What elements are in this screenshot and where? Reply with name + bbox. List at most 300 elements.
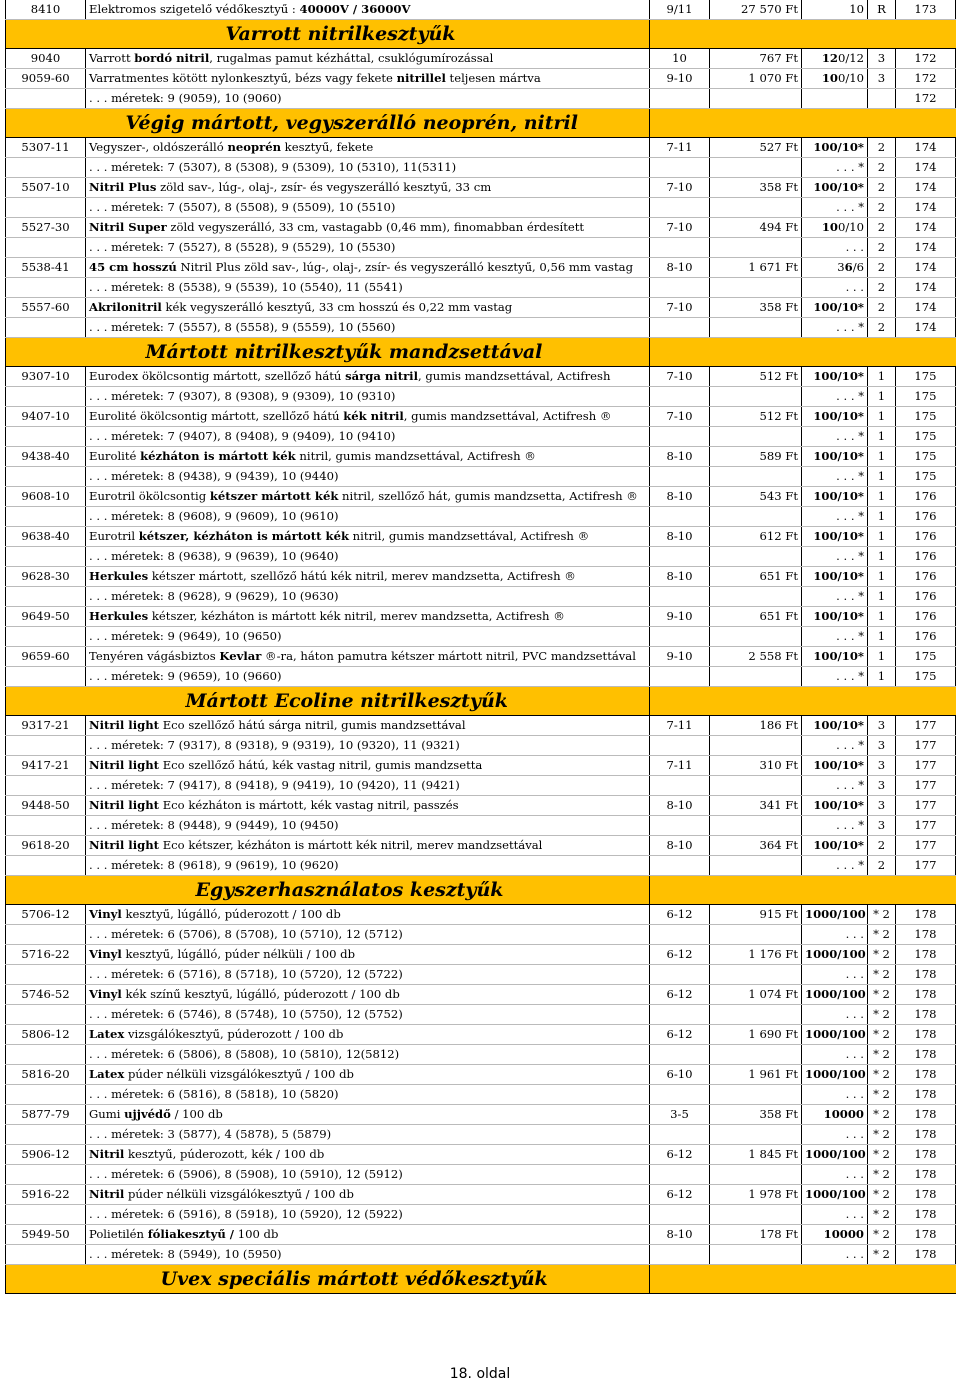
group-cell: * 2: [868, 1005, 896, 1025]
product-row: [6, 607, 956, 627]
group-cell: 1: [868, 667, 896, 687]
group-cell: 1: [868, 547, 896, 567]
price-cell: [710, 736, 802, 756]
size-range-cell: [650, 198, 710, 218]
description-cell: Elektromos szigetelő védőkesztyű : 40000V / 36000V: [86, 0, 650, 20]
item-code-cell: 5527-30: [6, 218, 86, 238]
section-title: Végig mártott, vegyszerálló neoprén, nitril: [86, 109, 650, 138]
product-row: [6, 905, 956, 925]
size-range-cell: 7-10: [650, 407, 710, 427]
size-range-cell: 7-10: [650, 298, 710, 318]
item-code-cell: 5706-12: [6, 905, 86, 925]
group-cell: 1: [868, 587, 896, 607]
size-range-cell: [650, 1045, 710, 1065]
pack-quantity-cell: . . . *: [802, 667, 868, 687]
sizes-row: [6, 965, 956, 985]
group-cell: 1: [868, 627, 896, 647]
sizes-row: [6, 1165, 956, 1185]
price-cell: [710, 318, 802, 338]
item-code-cell: [6, 1165, 86, 1185]
catalog-page-cell: 178: [896, 1025, 956, 1045]
sizes-row: [6, 238, 956, 258]
sizes-row: [6, 1045, 956, 1065]
description-cell: . . . méretek: 6 (5746), 8 (5748), 10 (5750), 12 (5752): [86, 1005, 650, 1025]
group-cell: * 2: [868, 1105, 896, 1125]
item-code-cell: 5806-12: [6, 1025, 86, 1045]
group-cell: 2: [868, 318, 896, 338]
pack-quantity-cell: 1000/100: [802, 945, 868, 965]
product-row: [6, 138, 956, 158]
pack-quantity-cell: . . . *: [802, 427, 868, 447]
size-range-cell: 8-10: [650, 567, 710, 587]
pack-quantity-cell: . . . *: [802, 736, 868, 756]
group-cell: 1: [868, 607, 896, 627]
price-cell: [710, 1205, 802, 1225]
price-cell: [710, 667, 802, 687]
pack-quantity-cell: . . .: [802, 1165, 868, 1185]
group-cell: * 2: [868, 1125, 896, 1145]
description-cell: . . . méretek: 7 (5307), 8 (5308), 9 (5309), 10 (5310), 11(5311): [86, 158, 650, 178]
description-cell: . . . méretek: 7 (5557), 8 (5558), 9 (5559), 10 (5560): [86, 318, 650, 338]
group-cell: 2: [868, 278, 896, 298]
group-cell: * 2: [868, 1025, 896, 1045]
pack-quantity-cell: . . . *: [802, 198, 868, 218]
size-range-cell: [650, 1005, 710, 1025]
price-cell: 767 Ft: [710, 49, 802, 69]
size-range-cell: [650, 278, 710, 298]
size-range-cell: 7-10: [650, 178, 710, 198]
pack-quantity-cell: . . . *: [802, 856, 868, 876]
sizes-row: [6, 547, 956, 567]
price-cell: 1 176 Ft: [710, 945, 802, 965]
item-code-cell: 9438-40: [6, 447, 86, 467]
pack-quantity-cell: 100/10*: [802, 407, 868, 427]
size-range-cell: [650, 427, 710, 447]
price-cell: [710, 1085, 802, 1105]
size-range-cell: [650, 318, 710, 338]
price-cell: 543 Ft: [710, 487, 802, 507]
pack-quantity-cell: 100/10*: [802, 756, 868, 776]
size-range-cell: 6-10: [650, 1065, 710, 1085]
price-cell: 1 845 Ft: [710, 1145, 802, 1165]
group-cell: * 2: [868, 905, 896, 925]
catalog-page-cell: 174: [896, 258, 956, 278]
product-row: [6, 0, 956, 20]
group-cell: R: [868, 0, 896, 20]
pack-quantity-cell: 100/10*: [802, 447, 868, 467]
price-cell: [710, 427, 802, 447]
group-cell: * 2: [868, 1085, 896, 1105]
catalog-page-cell: 174: [896, 278, 956, 298]
section-header-fill: [650, 20, 956, 49]
item-code-cell: [6, 467, 86, 487]
product-row: [6, 367, 956, 387]
product-row: [6, 945, 956, 965]
product-row: [6, 836, 956, 856]
catalog-page-cell: 178: [896, 985, 956, 1005]
pack-quantity-cell: . . .: [802, 278, 868, 298]
sizes-row: [6, 587, 956, 607]
size-range-cell: 9-10: [650, 647, 710, 667]
item-code-cell: [6, 667, 86, 687]
pack-quantity-cell: 100/10*: [802, 836, 868, 856]
pack-quantity-cell: 120/12: [802, 49, 868, 69]
group-cell: 1: [868, 427, 896, 447]
group-cell: 3: [868, 816, 896, 836]
description-cell: Nitril púder nélküli vizsgálókesztyű / 100 db: [86, 1185, 650, 1205]
section-header-spacer: [6, 20, 86, 49]
description-cell: . . . méretek: 7 (9417), 8 (9418), 9 (9419), 10 (9420), 11 (9421): [86, 776, 650, 796]
product-row: [6, 447, 956, 467]
description-cell: Vinyl kék színű kesztyű, lúgálló, púderozott / 100 db: [86, 985, 650, 1005]
product-row: [6, 756, 956, 776]
section-title: Uvex speciális mártott védőkesztyűk: [86, 1265, 650, 1294]
size-range-cell: 7-11: [650, 716, 710, 736]
pack-quantity-cell: 1000/100: [802, 1145, 868, 1165]
price-cell: 178 Ft: [710, 1225, 802, 1245]
catalog-page-cell: 174: [896, 178, 956, 198]
price-cell: 1 671 Ft: [710, 258, 802, 278]
product-row: [6, 985, 956, 1005]
catalog-page-cell: 178: [896, 1105, 956, 1125]
item-code-cell: 9448-50: [6, 796, 86, 816]
size-range-cell: 6-12: [650, 905, 710, 925]
section-header-fill: [650, 1265, 956, 1294]
product-row: [6, 1185, 956, 1205]
group-cell: 1: [868, 467, 896, 487]
price-cell: 364 Ft: [710, 836, 802, 856]
size-range-cell: [650, 547, 710, 567]
pack-quantity-cell: 100/10*: [802, 487, 868, 507]
catalog-page-cell: 175: [896, 647, 956, 667]
item-code-cell: 9608-10: [6, 487, 86, 507]
price-cell: [710, 627, 802, 647]
pack-quantity-cell: . . . *: [802, 467, 868, 487]
item-code-cell: 5538-41: [6, 258, 86, 278]
group-cell: * 2: [868, 1165, 896, 1185]
catalog-page-cell: 175: [896, 447, 956, 467]
description-cell: . . . méretek: 6 (5706), 8 (5708), 10 (5710), 12 (5712): [86, 925, 650, 945]
catalog-page-cell: 177: [896, 716, 956, 736]
group-cell: * 2: [868, 925, 896, 945]
item-code-cell: [6, 776, 86, 796]
catalog-page-cell: 173: [896, 0, 956, 20]
price-cell: 651 Ft: [710, 607, 802, 627]
pack-quantity-cell: . . . *: [802, 816, 868, 836]
group-cell: 3: [868, 49, 896, 69]
product-row: [6, 298, 956, 318]
catalog-page-cell: 175: [896, 387, 956, 407]
group-cell: * 2: [868, 1205, 896, 1225]
product-row: [6, 1105, 956, 1125]
section-header-fill: [650, 876, 956, 905]
pack-quantity-cell: . . . *: [802, 587, 868, 607]
price-cell: 27 570 Ft: [710, 0, 802, 20]
catalog-page-cell: 175: [896, 467, 956, 487]
description-cell: Latex púder nélküli vizsgálókesztyű / 100 db: [86, 1065, 650, 1085]
description-cell: . . . méretek: 8 (9608), 9 (9609), 10 (9610): [86, 507, 650, 527]
product-row: [6, 796, 956, 816]
sizes-row: [6, 627, 956, 647]
pack-quantity-cell: . . .: [802, 925, 868, 945]
catalog-page-cell: 176: [896, 587, 956, 607]
sizes-row: [6, 198, 956, 218]
description-cell: . . . méretek: 7 (9307), 8 (9308), 9 (9309), 10 (9310): [86, 387, 650, 407]
catalog-page-cell: 177: [896, 776, 956, 796]
item-code-cell: 5949-50: [6, 1225, 86, 1245]
catalog-page-cell: 172: [896, 49, 956, 69]
section-header: [6, 109, 956, 138]
sizes-row: [6, 667, 956, 687]
price-list-table: [5, 0, 956, 1294]
price-cell: [710, 1005, 802, 1025]
price-cell: 1 961 Ft: [710, 1065, 802, 1085]
pack-quantity-cell: . . .: [802, 1045, 868, 1065]
catalog-page-cell: 178: [896, 925, 956, 945]
sizes-row: [6, 1245, 956, 1265]
product-row: [6, 178, 956, 198]
size-range-cell: [650, 587, 710, 607]
size-range-cell: [650, 856, 710, 876]
item-code-cell: 5746-52: [6, 985, 86, 1005]
price-cell: 1 070 Ft: [710, 69, 802, 89]
group-cell: * 2: [868, 1185, 896, 1205]
product-row: [6, 647, 956, 667]
item-code-cell: 5307-11: [6, 138, 86, 158]
price-cell: 186 Ft: [710, 716, 802, 736]
product-row: [6, 69, 956, 89]
catalog-page-cell: 174: [896, 198, 956, 218]
description-cell: Nitril light Eco szellőző hátú sárga nitril, gumis mandzsettával: [86, 716, 650, 736]
group-cell: 3: [868, 716, 896, 736]
size-range-cell: 9/11: [650, 0, 710, 20]
catalog-page-cell: 175: [896, 367, 956, 387]
pack-quantity-cell: 10: [802, 0, 868, 20]
item-code-cell: 9618-20: [6, 836, 86, 856]
price-cell: [710, 198, 802, 218]
item-code-cell: 9638-40: [6, 527, 86, 547]
price-cell: [710, 507, 802, 527]
catalog-page-cell: 177: [896, 736, 956, 756]
sizes-row: [6, 427, 956, 447]
description-cell: Eurotril kétszer, kézháton is mártott kék nitril, gumis mandzsettával, Actifresh ®: [86, 527, 650, 547]
size-range-cell: 7-11: [650, 138, 710, 158]
group-cell: * 2: [868, 1225, 896, 1245]
sizes-row: [6, 507, 956, 527]
page-number: 18. oldal: [449, 1366, 511, 1382]
sizes-row: [6, 278, 956, 298]
item-code-cell: 9649-50: [6, 607, 86, 627]
pack-quantity-cell: 100/10*: [802, 527, 868, 547]
price-cell: 915 Ft: [710, 905, 802, 925]
price-cell: 1 074 Ft: [710, 985, 802, 1005]
item-code-cell: [6, 158, 86, 178]
item-code-cell: [6, 1205, 86, 1225]
product-row: [6, 527, 956, 547]
size-range-cell: 8-10: [650, 447, 710, 467]
description-cell: Vegyszer-, oldószerálló neoprén kesztyű, fekete: [86, 138, 650, 158]
group-cell: 3: [868, 776, 896, 796]
group-cell: 1: [868, 387, 896, 407]
size-range-cell: [650, 1085, 710, 1105]
catalog-page-cell: 177: [896, 756, 956, 776]
description-cell: . . . méretek: 7 (9317), 8 (9318), 9 (9319), 10 (9320), 11 (9321): [86, 736, 650, 756]
size-range-cell: 8-10: [650, 836, 710, 856]
sizes-row: [6, 925, 956, 945]
item-code-cell: [6, 1085, 86, 1105]
size-range-cell: 8-10: [650, 258, 710, 278]
description-cell: . . . méretek: 9 (9649), 10 (9650): [86, 627, 650, 647]
description-cell: . . . méretek: 7 (9407), 8 (9408), 9 (9409), 10 (9410): [86, 427, 650, 447]
item-code-cell: 5916-22: [6, 1185, 86, 1205]
section-title: Mártott nitrilkesztyűk mandzsettával: [86, 338, 650, 367]
pack-quantity-cell: . . .: [802, 1205, 868, 1225]
group-cell: 2: [868, 158, 896, 178]
price-cell: 358 Ft: [710, 178, 802, 198]
section-header-spacer: [6, 338, 86, 367]
price-cell: 494 Ft: [710, 218, 802, 238]
catalog-page-cell: 178: [896, 1005, 956, 1025]
price-cell: 527 Ft: [710, 138, 802, 158]
group-cell: 1: [868, 507, 896, 527]
description-cell: . . . méretek: 6 (5806), 8 (5808), 10 (5810), 12(5812): [86, 1045, 650, 1065]
size-range-cell: 7-10: [650, 367, 710, 387]
description-cell: . . . méretek: 8 (9618), 9 (9619), 10 (9620): [86, 856, 650, 876]
description-cell: Vinyl kesztyű, lúgálló, púder nélküli / 100 db: [86, 945, 650, 965]
catalog-page-cell: 176: [896, 627, 956, 647]
description-cell: . . . méretek: 6 (5816), 8 (5818), 10 (5820): [86, 1085, 650, 1105]
price-cell: [710, 1125, 802, 1145]
group-cell: 1: [868, 567, 896, 587]
section-header: [6, 20, 956, 49]
sizes-row: [6, 1205, 956, 1225]
item-code-cell: 5507-10: [6, 178, 86, 198]
group-cell: 2: [868, 198, 896, 218]
pack-quantity-cell: 36/6: [802, 258, 868, 278]
pack-quantity-cell: 1000/100: [802, 905, 868, 925]
item-code-cell: [6, 736, 86, 756]
section-header: [6, 338, 956, 367]
group-cell: 3: [868, 796, 896, 816]
group-cell: * 2: [868, 945, 896, 965]
pack-quantity-cell: 100/10*: [802, 796, 868, 816]
section-header-fill: [650, 109, 956, 138]
product-row: [6, 487, 956, 507]
sizes-row: [6, 776, 956, 796]
catalog-page-cell: 174: [896, 158, 956, 178]
price-cell: [710, 1165, 802, 1185]
group-cell: 2: [868, 836, 896, 856]
group-cell: 1: [868, 527, 896, 547]
pack-quantity-cell: 100/10*: [802, 178, 868, 198]
product-row: [6, 567, 956, 587]
size-range-cell: 8-10: [650, 487, 710, 507]
size-range-cell: 9-10: [650, 69, 710, 89]
size-range-cell: 7-11: [650, 756, 710, 776]
sizes-row: [6, 158, 956, 178]
catalog-page-cell: 174: [896, 218, 956, 238]
size-range-cell: 6-12: [650, 1185, 710, 1205]
description-cell: . . . méretek: 7 (5527), 8 (5528), 9 (5529), 10 (5530): [86, 238, 650, 258]
pack-quantity-cell: 100/10*: [802, 298, 868, 318]
description-cell: . . . méretek: 3 (5877), 4 (5878), 5 (5879): [86, 1125, 650, 1145]
item-code-cell: 9040: [6, 49, 86, 69]
section-header-fill: [650, 338, 956, 367]
item-code-cell: 5877-79: [6, 1105, 86, 1125]
item-code-cell: [6, 1005, 86, 1025]
group-cell: 2: [868, 258, 896, 278]
group-cell: 1: [868, 647, 896, 667]
size-range-cell: 6-12: [650, 1025, 710, 1045]
item-code-cell: [6, 387, 86, 407]
catalog-page-cell: 176: [896, 487, 956, 507]
pack-quantity-cell: 100/10: [802, 218, 868, 238]
price-cell: [710, 467, 802, 487]
catalog-page-cell: 176: [896, 547, 956, 567]
size-range-cell: [650, 925, 710, 945]
description-cell: Latex vizsgálókesztyű, púderozott / 100 db: [86, 1025, 650, 1045]
size-range-cell: [650, 1245, 710, 1265]
description-cell: Eurolité kézháton is mártott kék nitril, gumis mandzsettával, Actifresh ®: [86, 447, 650, 467]
item-code-cell: [6, 816, 86, 836]
catalog-page-cell: 178: [896, 1045, 956, 1065]
price-cell: [710, 587, 802, 607]
size-range-cell: [650, 387, 710, 407]
size-range-cell: [650, 776, 710, 796]
pack-quantity-cell: . . . *: [802, 627, 868, 647]
pack-quantity-cell: . . . *: [802, 776, 868, 796]
description-cell: Nitril kesztyű, púderozott, kék / 100 db: [86, 1145, 650, 1165]
item-code-cell: 9659-60: [6, 647, 86, 667]
product-row: [6, 258, 956, 278]
catalog-page-cell: 172: [896, 69, 956, 89]
pack-quantity-cell: 100/10*: [802, 138, 868, 158]
size-range-cell: 8-10: [650, 527, 710, 547]
product-row: [6, 407, 956, 427]
description-cell: Polietilén fóliakesztyű / 100 db: [86, 1225, 650, 1245]
product-row: [6, 716, 956, 736]
section-header: [6, 687, 956, 716]
pack-quantity-cell: 100/10: [802, 69, 868, 89]
item-code-cell: 5906-12: [6, 1145, 86, 1165]
section-title: Mártott Ecoline nitrilkesztyűk: [86, 687, 650, 716]
pack-quantity-cell: . . .: [802, 1125, 868, 1145]
catalog-page-cell: 178: [896, 1225, 956, 1245]
pack-quantity-cell: . . .: [802, 1005, 868, 1025]
section-title: Varrott nitrilkesztyűk: [86, 20, 650, 49]
item-code-cell: [6, 89, 86, 109]
price-cell: 512 Ft: [710, 407, 802, 427]
section-header: [6, 1265, 956, 1294]
price-cell: 1 978 Ft: [710, 1185, 802, 1205]
size-range-cell: 6-12: [650, 985, 710, 1005]
price-cell: 512 Ft: [710, 367, 802, 387]
price-cell: [710, 1245, 802, 1265]
catalog-page-cell: 178: [896, 905, 956, 925]
description-cell: Eurolité ökölcsontig mártott, szellőző hátú kék nitril, gumis mandzsettával, Actifresh ®: [86, 407, 650, 427]
catalog-page-cell: 178: [896, 945, 956, 965]
price-cell: [710, 387, 802, 407]
size-range-cell: [650, 158, 710, 178]
group-cell: 2: [868, 238, 896, 258]
section-title: Egyszerhasználatos kesztyűk: [86, 876, 650, 905]
group-cell: [868, 89, 896, 109]
pack-quantity-cell: . . .: [802, 1085, 868, 1105]
sizes-row: [6, 89, 956, 109]
catalog-page-cell: 176: [896, 607, 956, 627]
pack-quantity-cell: 100/10*: [802, 716, 868, 736]
catalog-page-cell: 178: [896, 1205, 956, 1225]
